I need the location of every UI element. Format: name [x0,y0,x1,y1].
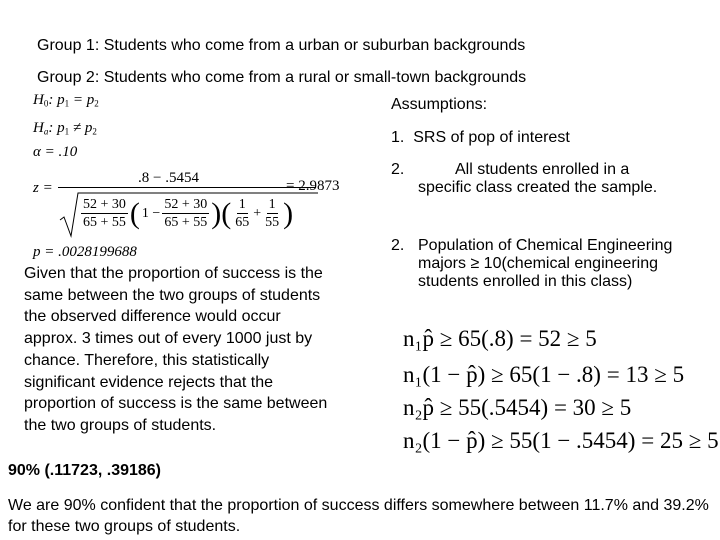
assumptions-title: Assumptions: [391,96,488,113]
final-statement: We are 90% confident that the proportion of success differs somewhere between 11.7% and 39.2% for these two groups of students. [8,497,709,535]
z-denominator: $\frac{52 + 30}{65 + 55}$ ( 1 − $\frac{52 + 30}{65 + 55}$ )( $\frac{1}{65}$ + $\frac{1}{55}$ ) [83,197,294,230]
assumption-2: 2. All students enrolled in a specific class created the sample. [391,161,658,196]
z-numerator: .8 − .5454 [138,170,199,186]
assumption-1: 1. SRS of pop of interest [391,129,570,146]
group-1-description: Group 1: Students who come from a urban or suburban backgrounds [37,37,526,54]
alternative-hypothesis: $H_a$: $p_1 \ne p_2$ [33,120,97,137]
assumption-3: 2. Population of Chemical Engineering majors ≥ 10(chemical engineering students enrolled in this class) [391,237,673,290]
p-value: p = .0028199688 [33,244,137,260]
significance-level: α = .10 [33,144,78,160]
z-result: = 2.9873 [286,178,340,194]
condition-2: n₁(1 − p̂) ≥ 65(1 − .8) = 13 ≥ 5 [403,362,685,387]
null-hypothesis: $H_0$: $p_1 = p_2$ [33,92,99,109]
main-fraction-bar [58,187,316,188]
conclusion-paragraph: Given that the proportion of success is the same between the two groups of students the observed difference would occur approx. 3 times out of every 1000 just by chance. Therefore, this statistically significant evidence rejects that the proportion of success is the same between the two groups of students. [24,265,328,434]
z-statistic-formula [33,170,363,240]
z-lhs: z = [33,180,53,196]
condition-1: n₁p̂ ≥ 65(.8) = 52 ≥ 5 [403,326,597,351]
group-2-description: Group 2: Students who come from a rural or small-town backgrounds [37,69,527,86]
condition-4: n₂(1 − p̂) ≥ 55(1 − .5454) = 25 ≥ 5 [403,428,719,453]
confidence-interval: 90% (.11723, .39186) [8,462,162,479]
condition-3: n₂p̂ ≥ 55(.5454) = 30 ≥ 5 [403,395,632,420]
